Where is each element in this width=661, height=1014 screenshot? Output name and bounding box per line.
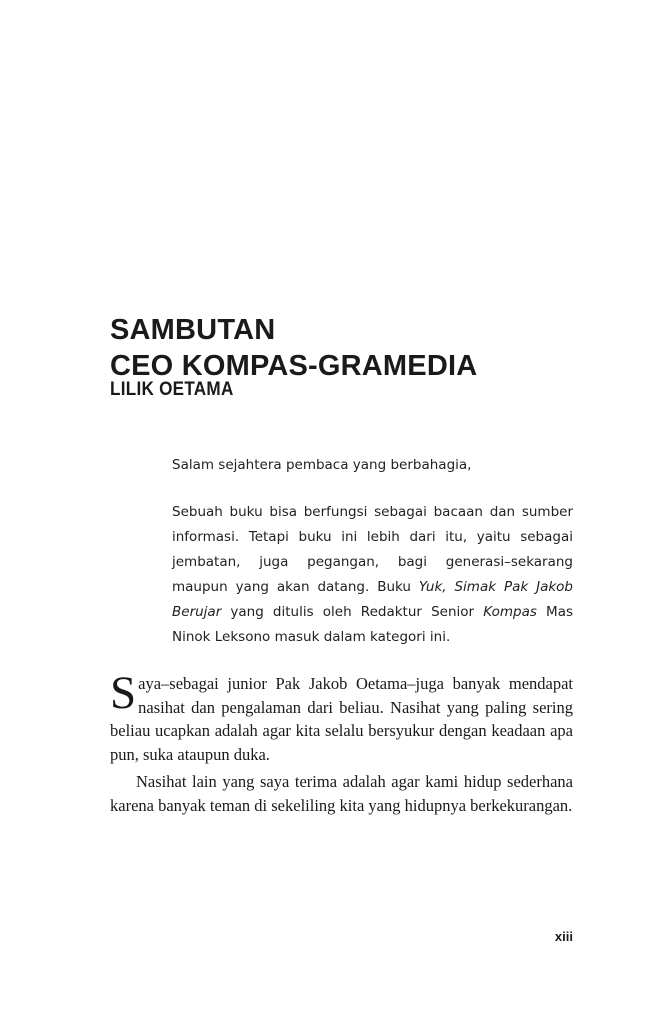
body-paragraph-1-text: aya–sebagai junior Pak Jakob Oetama–juga banyak mendapat nasihat dan pengalaman dari beliau. Nasihat yang paling sering beliau ucapkan adalah agar kita selalu bersyukur dengan keadaan apa pun, suka ataupun duka. [110,674,573,764]
book-title: Yuk, Simak Pak Jakob Berujar [172,579,573,620]
body-paragraph-1 [110,667,573,766]
publication-name: Kompas [483,604,537,620]
intro-text-part-3: Mas Ninok Leksono masuk dalam kategori ini. [172,604,574,645]
drop-cap: S [110,667,137,719]
intro-text-part-2: yang ditulis oleh Redaktur Senior [221,604,484,620]
author-name: LILIK OETAMA [110,379,234,400]
intro-block [172,453,573,650]
heading-line-2: CEO KOMPAS-GRAMEDIA [110,350,478,382]
heading-line-1: SAMBUTAN [110,314,276,346]
chapter-heading [110,312,580,400]
body-paragraph-2: Nasihat lain yang saya terima adalah agar kami hidup sederhana karena banyak teman di sekeliling kita yang hidupnya berkekurangan. [110,772,573,815]
intro-paragraph [172,500,573,650]
intro-text-part-1: Sebuah buku bisa berfungsi sebagai bacaan dan sumber informasi. Tetapi buku ini lebih dari itu, yaitu sebagai jembatan, juga pegangan, bagi generasi–sekarang maupun yang akan datang. Buku [172,504,573,595]
greeting-text: Salam sejahtera pembaca yang berbahagia, [172,457,472,473]
body-text [110,667,573,817]
page-number: xiii [554,929,573,944]
